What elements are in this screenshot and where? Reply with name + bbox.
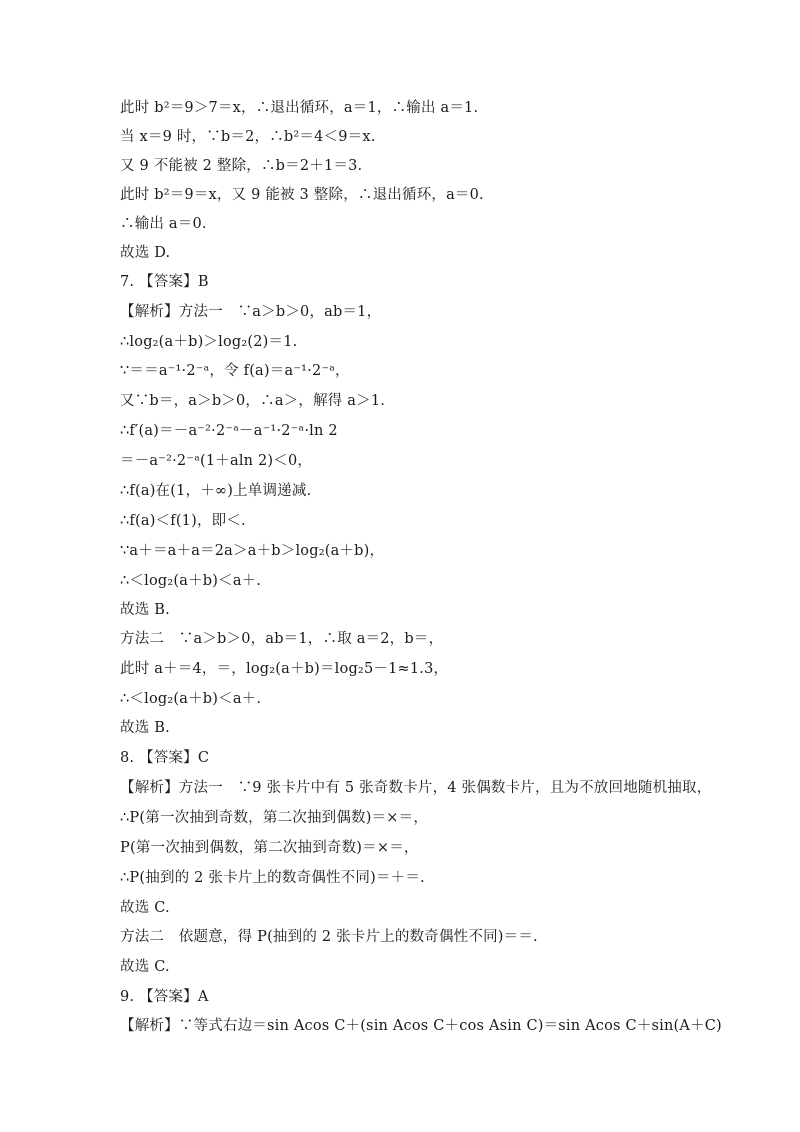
text-line: 此时 a＋＝4，＝，log₂(a＋b)＝log₂5－1≈1.3， <box>120 661 449 677</box>
text-line: ∴log₂(a＋b)＞log₂(2)＝1. <box>120 334 298 350</box>
text-line: ∵a＋＝a＋a＝2a＞a＋b＞log₂(a＋b)， <box>120 543 385 559</box>
answer-heading-8: 8. 【答案】C <box>120 750 210 766</box>
text-line: 当 x＝9 时，∵b＝2，∴b²＝4＜9＝x. <box>120 129 376 145</box>
text-line: ∴输出 a＝0. <box>120 216 207 232</box>
text-line: 故选 D. <box>120 245 171 261</box>
text-line: 故选 C. <box>120 900 170 916</box>
text-line: ∴f(a)＜f(1)，即＜. <box>120 513 246 529</box>
text-line: ∴P(第一次抽到奇数，第二次抽到偶数)＝×＝， <box>120 810 429 826</box>
text-line: ∴f(a)在(1，＋∞)上单调递减. <box>120 483 312 499</box>
text-line: 【解析】∵等式右边＝sin Acos C＋(sin Acos C＋cos Asin C)＝sin Acos C＋sin(A＋C) <box>120 1018 722 1034</box>
text-line: 此时 b²＝9＝x，又 9 能被 3 整除，∴退出循环，a＝0. <box>120 187 484 203</box>
text-line: ∴＜log₂(a＋b)＜a＋. <box>120 691 262 707</box>
text-line: 故选 B. <box>120 720 170 736</box>
text-line: 又 9 不能被 2 整除，∴b＝2＋1＝3. <box>120 158 363 174</box>
text-line: 【解析】方法一 ∵9 张卡片中有 5 张奇数卡片，4 张偶数卡片，且为不放回地随机抽取， <box>120 780 712 796</box>
text-line: 故选 C. <box>120 959 170 975</box>
text-line: 方法二 依题意，得 P(抽到的 2 张卡片上的数奇偶性不同)＝＝. <box>120 929 538 945</box>
text-line: ∴f′(a)＝－a⁻²·2⁻ᵃ－a⁻¹·2⁻ᵃ·ln 2 <box>120 423 338 439</box>
text-line: ∴＜log₂(a＋b)＜a＋. <box>120 573 262 589</box>
answer-heading-9: 9. 【答案】A <box>120 989 209 1005</box>
text-line: 此时 b²＝9＞7＝x，∴退出循环，a＝1，∴输出 a＝1. <box>120 100 479 116</box>
answer-heading-7: 7. 【答案】B <box>120 274 209 290</box>
text-line: ∵＝＝a⁻¹·2⁻ᵃ，令 f(a)＝a⁻¹·2⁻ᵃ， <box>120 363 350 379</box>
text-line: 【解析】方法一 ∵a＞b＞0，ab＝1， <box>120 304 382 320</box>
text-line: ＝－a⁻²·2⁻ᵃ(1＋aln 2)＜0， <box>120 453 313 469</box>
text-line: 故选 B. <box>120 602 170 618</box>
text-line: P(第一次抽到偶数，第二次抽到奇数)＝×＝， <box>120 840 419 856</box>
text-line: 又∵b＝，a＞b＞0，∴a＞，解得 a＞1. <box>120 393 386 409</box>
text-line: ∴P(抽到的 2 张卡片上的数奇偶性不同)＝＋＝. <box>120 870 425 886</box>
text-line: 方法二 ∵a＞b＞0，ab＝1，∴取 a＝2，b＝， <box>120 631 444 647</box>
